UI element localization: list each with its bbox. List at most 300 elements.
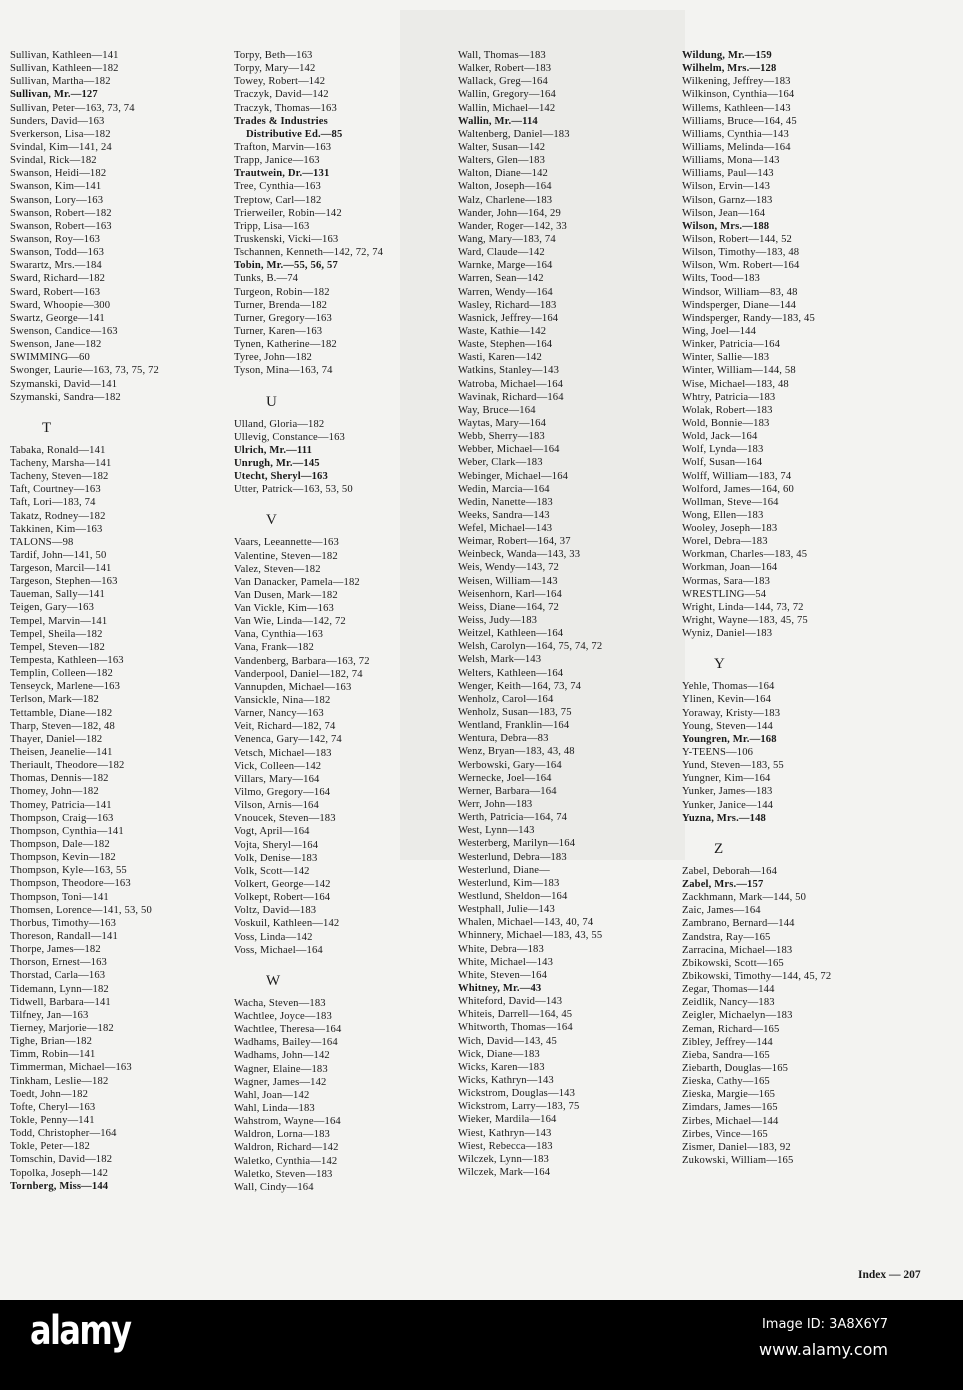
- index-entry: Zeigler, Michaelyn—183: [682, 1010, 793, 1022]
- index-entry: Van Danacker, Pamela—182: [234, 576, 360, 588]
- index-entry: Towey, Robert—142: [234, 76, 326, 88]
- index-entry: Werner, Barbara—164: [458, 785, 557, 797]
- index-entry: Svindal, Rick—182: [10, 155, 97, 167]
- index-entry: Worel, Debra—183: [682, 536, 768, 548]
- index-entry: Zirbes, Michael—144: [682, 1115, 779, 1127]
- index-entry: Wedin, Marcia—164: [458, 483, 550, 495]
- index-entry: Waldron, Richard—142: [234, 1142, 339, 1154]
- index-entry: Zieba, Sandra—165: [682, 1049, 770, 1061]
- index-entry: Targeson, Marcil—141: [10, 563, 112, 575]
- index-entry: Tinkham, Leslie—182: [10, 1075, 109, 1087]
- index-entry: Zambrano, Bernard—144: [682, 918, 795, 930]
- index-entry: Traczyk, David—142: [234, 89, 329, 101]
- index-entry: Wicks, Karen—183: [458, 1061, 545, 1073]
- index-entry: Voss, Michael—164: [234, 944, 323, 956]
- index-entry: White, Michael—143: [458, 956, 554, 968]
- index-entry: Tree, Cynthia—163: [234, 181, 321, 193]
- index-entry: Winter, William—144, 58: [682, 365, 796, 377]
- index-entry: Weber, Clark—183: [458, 457, 543, 469]
- index-entry: Sunders, David—163: [10, 115, 105, 127]
- index-entry: Vana, Frank—182: [234, 642, 314, 654]
- index-entry: Trafton, Marvin—163: [234, 141, 332, 153]
- index-entry: Treptow, Carl—182: [234, 194, 322, 206]
- index-entry: Weitzel, Kathleen—164: [458, 628, 564, 640]
- index-entry: Thompson, Kevin—182: [10, 852, 116, 864]
- index-entry: Wong, Ellen—183: [682, 509, 764, 521]
- index-entry: Watroba, Michael—164: [458, 378, 564, 390]
- image-id-label: Image ID: 3A8X6Y7: [761, 1317, 888, 1332]
- index-entry: Thompson, Dale—182: [10, 839, 110, 851]
- index-entry: Vetsch, Michael—183: [234, 747, 332, 759]
- index-entry: Vojta, Sheryl—164: [234, 839, 319, 851]
- index-entry: Weiss, Judy—183: [458, 615, 538, 627]
- index-entry: Wenger, Keith—164, 73, 74: [458, 680, 582, 692]
- index-entry: Vandenberg, Barbara—163, 72: [234, 655, 370, 667]
- letter-heading: V: [266, 512, 277, 529]
- index-entry: Wright, Wayne—183, 45, 75: [682, 615, 808, 627]
- index-entry: Wilson, Robert—144, 52: [682, 233, 792, 245]
- index-entry: Thomas, Dennis—182: [10, 773, 109, 785]
- index-entry: Wilson, Wm. Robert—164: [682, 260, 800, 272]
- index-entry: Wall, Thomas—183: [458, 50, 546, 61]
- index-entry: Takatz, Rodney—182: [10, 510, 106, 522]
- index-entry: Willems, Kathleen—143: [682, 102, 791, 114]
- index-entry: Yungner, Kim—164: [682, 773, 771, 785]
- index-entry: Unrugh, Mr.—145: [234, 457, 320, 469]
- index-entry: Tofte, Cheryl—163: [10, 1101, 96, 1113]
- index-entry: Tobin, Mr.—55, 56, 57: [234, 260, 338, 272]
- index-entry: Westerlund, Diane—: [458, 864, 550, 876]
- index-entry: Wolford, James—164, 60: [682, 483, 794, 495]
- index-entry: Whiteis, Darrell—164, 45: [458, 1009, 573, 1021]
- index-entry: Wick, Diane—183: [458, 1048, 540, 1060]
- index-entry: Sullivan, Kathleen—141: [10, 50, 119, 61]
- index-entry: Swenson, Jane—182: [10, 339, 102, 351]
- index-entry: Waytas, Mary—164: [458, 417, 547, 429]
- index-entry: Todd, Christopher—164: [10, 1128, 117, 1140]
- index-entry: Yund, Steven—183, 55: [682, 760, 784, 772]
- index-entry: Wall, Cindy—164: [234, 1181, 314, 1193]
- index-entry: Turner, Gregory—163: [234, 312, 332, 324]
- index-entry: Williams, Bruce—164, 45: [682, 115, 797, 127]
- index-entry: Windsor, William—83, 48: [682, 286, 798, 298]
- index-entry: Whalen, Michael—143, 40, 74: [458, 917, 594, 929]
- index-entry: Swanson, Robert—163: [10, 220, 112, 232]
- index-entry: Zeidlik, Nancy—183: [682, 997, 775, 1009]
- index-column-4: [682, 49, 904, 1167]
- index-entry: Taft, Lori—183, 74: [10, 497, 96, 509]
- index-entry: Zackhmann, Mark—144, 50: [682, 892, 807, 904]
- index-entry: Trierweiler, Robin—142: [234, 207, 342, 219]
- letter-heading: T: [42, 419, 52, 436]
- index-entry: Wasnick, Jeffrey—164: [458, 312, 559, 324]
- index-entry: Winker, Patricia—164: [682, 339, 781, 351]
- index-entry: Wahstrom, Wayne—164: [234, 1116, 341, 1128]
- index-entry: Zarracina, Michael—183: [682, 944, 793, 956]
- index-entry: Trapp, Janice—163: [234, 155, 320, 167]
- watermark-band: [0, 1300, 963, 1390]
- index-entry: Wefel, Michael—143: [458, 523, 553, 535]
- index-entry: Wenholz, Carol—164: [458, 693, 554, 705]
- index-entry: Szymanski, Sandra—182: [10, 391, 121, 403]
- index-entry: Thompson, Cynthia—141: [10, 825, 124, 837]
- index-entry: Wright, Linda—144, 73, 72: [682, 601, 804, 613]
- index-entry: Tyson, Mina—163, 74: [234, 365, 333, 377]
- index-entry: Tokle, Penny—141: [10, 1114, 95, 1126]
- index-entry: Veit, Richard—182, 74: [234, 721, 336, 733]
- index-entry: Wolf, Lynda—183: [682, 444, 764, 456]
- index-entry: Vannupden, Michael—163: [234, 681, 352, 693]
- index-entry: Workman, Joan—164: [682, 562, 778, 574]
- index-entry: Y-TEENS—106: [682, 747, 754, 759]
- index-entry: Topolka, Joseph—142: [10, 1167, 109, 1179]
- index-entry: Vnoucek, Steven—183: [234, 813, 336, 825]
- index-entry: SWIMMING—60: [10, 352, 90, 364]
- index-entry: Wilts, Tood—183: [682, 273, 760, 285]
- index-entry: Venenca, Gary—142, 74: [234, 734, 342, 746]
- index-entry: Thoreson, Randall—141: [10, 931, 118, 942]
- index-entry: WRESTLING—54: [682, 588, 767, 600]
- index-entry: Vick, Colleen—142: [234, 760, 322, 772]
- index-entry: Yoraway, Kristy—183: [682, 707, 781, 719]
- index-entry: TALONS—98: [10, 536, 74, 548]
- index-entry: Vana, Cynthia—163: [234, 629, 324, 641]
- index-entry: Van Wie, Linda—142, 72: [234, 616, 346, 628]
- index-entry: Wacha, Steven—183: [234, 997, 326, 1009]
- index-entry: Swarartz, Mrs.—184: [10, 260, 102, 272]
- index-entry: Swanson, Robert—182: [10, 207, 112, 219]
- site-url: www.alamy.com: [759, 1340, 888, 1359]
- index-entry: Zirbes, Vince—165: [682, 1128, 768, 1140]
- index-entry: Zabel, Mrs.—157: [682, 879, 764, 891]
- index-entry: Tierney, Marjorie—182: [10, 1022, 114, 1034]
- index-entry: Timmerman, Michael—163: [10, 1062, 132, 1074]
- index-entry: Zibley, Jeffrey—144: [682, 1036, 773, 1048]
- index-entry: Voskuil, Kathleen—142: [234, 918, 340, 930]
- index-entry: White, Debra—183: [458, 943, 544, 955]
- index-entry: Wadhams, John—142: [234, 1050, 330, 1062]
- index-entry: Yehle, Thomas—164: [682, 681, 775, 693]
- index-entry: Swenson, Candice—163: [10, 325, 118, 337]
- index-entry: Waste, Kathie—142: [458, 325, 547, 337]
- index-entry: Wasti, Karen—142: [458, 352, 542, 364]
- index-entry: Williams, Mona—143: [682, 155, 780, 167]
- index-entry: Vanderpool, Daniel—182, 74: [234, 668, 363, 680]
- index-entry: Volkept, Robert—164: [234, 892, 331, 904]
- index-entry: Weimar, Robert—164, 37: [458, 536, 571, 548]
- index-entry: Traczyk, Thomas—163: [234, 102, 337, 114]
- index-entry: Swanson, Lory—163: [10, 194, 104, 206]
- index-entry: Wenz, Bryan—183, 43, 48: [458, 746, 575, 758]
- index-entry: Wolf, Susan—164: [682, 457, 763, 469]
- index-entry: Wormas, Sara—183: [682, 575, 771, 587]
- index-entry: Wilczek, Lynn—183: [458, 1153, 549, 1165]
- index-entry: Thorpe, James—182: [10, 944, 101, 956]
- index-entry: Welsh, Carolyn—164, 75, 74, 72: [458, 641, 603, 653]
- index-entry: Ylinen, Kevin—164: [682, 694, 772, 706]
- index-entry: Theisen, Jeanelie—141: [10, 747, 113, 759]
- index-entry: Waletko, Steven—183: [234, 1168, 333, 1180]
- index-entry: Valez, Steven—182: [234, 563, 321, 575]
- index-entry: Thomsen, Lorence—141, 53, 50: [10, 904, 152, 916]
- index-entry: Williams, Melinda—164: [682, 141, 791, 153]
- index-entry: Yuzna, Mrs.—148: [682, 812, 766, 824]
- index-entry: Wadhams, Bailey—164: [234, 1037, 338, 1049]
- index-entry: Utecht, Sheryl—163: [234, 471, 328, 483]
- index-entry: Tempel, Marvin—141: [10, 615, 108, 627]
- index-entry: Wenholz, Susan—183, 75: [458, 707, 572, 719]
- index-entry: Werr, John—183: [458, 799, 533, 811]
- index-entry: Ward, Claude—142: [458, 247, 545, 259]
- index-entry: Wallin, Gregory—164: [458, 89, 556, 101]
- index-entry: Wander, Roger—142, 33: [458, 220, 567, 232]
- index-entry: Watkins, Stanley—143: [458, 365, 560, 377]
- index-entry: Taft, Courtney—163: [10, 484, 101, 496]
- index-entry: Whiteford, David—143: [458, 996, 563, 1008]
- index-entry: Ziebarth, Douglas—165: [682, 1062, 789, 1074]
- index-entry: Tokle, Peter—182: [10, 1141, 90, 1153]
- index-entry: West, Lynn—143: [458, 825, 535, 837]
- index-entry: Zabel, Deborah—164: [682, 865, 778, 877]
- index-entry: Swanson, Heidi—182: [10, 168, 107, 180]
- index-entry: Sverkerson, Lisa—182: [10, 128, 111, 140]
- index-entry: Wagner, James—142: [234, 1076, 327, 1088]
- index-entry: Ulrich, Mr.—111: [234, 444, 313, 456]
- index-entry: Wold, Jack—164: [682, 431, 758, 443]
- index-entry: Whitney, Mr.—43: [458, 982, 542, 994]
- index-entry: Wing, Joel—144: [682, 325, 757, 337]
- index-entry: Wavinak, Richard—164: [458, 391, 564, 403]
- index-entry: Ulland, Gloria—182: [234, 418, 325, 430]
- letter-heading: U: [266, 393, 277, 410]
- letter-heading: Z: [714, 840, 724, 857]
- index-entry: Vaars, Leeannette—163: [234, 537, 339, 549]
- index-entry: Tenseyck, Marlene—163: [10, 681, 121, 693]
- index-entry: Vogt, April—164: [234, 826, 310, 838]
- index-entry: Sullivan, Martha—182: [10, 76, 111, 88]
- index-entry: Zismer, Daniel—183, 92: [682, 1141, 791, 1153]
- index-entry: Distributive Ed.—85: [246, 128, 343, 140]
- index-entry: Thayer, Daniel—182: [10, 733, 103, 745]
- index-entry: Werbowski, Gary—164: [458, 759, 562, 771]
- index-entry: Tettamble, Diane—182: [10, 707, 113, 719]
- index-entry: Zukowski, William—165: [682, 1154, 794, 1166]
- index-entry: Wander, John—164, 29: [458, 207, 561, 219]
- index-entry: Theriault, Theodore—182: [10, 760, 125, 772]
- index-entry: Van Vickle, Kim—163: [234, 603, 334, 615]
- index-entry: Thompson, Kyle—163, 55: [10, 865, 127, 877]
- index-entry: Tempel, Steven—182: [10, 641, 105, 653]
- index-entry: Wentura, Debra—83: [458, 733, 549, 745]
- index-entry: Tempesta, Kathleen—163: [10, 655, 124, 667]
- index-entry: Welsh, Mark—143: [458, 654, 542, 666]
- index-entry: Walz, Charlene—183: [458, 194, 553, 206]
- index-entry: Templin, Colleen—182: [10, 668, 113, 680]
- index-entry: Zandstra, Ray—165: [682, 931, 771, 943]
- index-entry: Wickstrom, Douglas—143: [458, 1088, 576, 1100]
- index-entry: White, Steven—164: [458, 969, 548, 981]
- index-entry: Westlund, Sheldon—164: [458, 891, 568, 902]
- index-entry: Warren, Wendy—164: [458, 286, 553, 298]
- index-entry: Tighe, Brian—182: [10, 1036, 93, 1048]
- index-entry: Waste, Stephen—164: [458, 339, 553, 351]
- index-entry: Welters, Kathleen—164: [458, 667, 564, 679]
- index-entry: Webb, Sherry—183: [458, 431, 545, 443]
- index-entry: Tabaka, Ronald—141: [10, 444, 106, 456]
- index-entry: Takkinen, Kim—163: [10, 523, 103, 535]
- index-entry: Tacheny, Marsha—141: [10, 457, 112, 469]
- index-entry: Zimdars, James—165: [682, 1102, 778, 1114]
- index-entry: Wickstrom, Larry—183, 75: [458, 1101, 580, 1113]
- index-entry: Wilhelm, Mrs.—128: [682, 63, 777, 75]
- index-entry: Sullivan, Kathleen—182: [10, 63, 119, 75]
- index-entry: Windsperger, Randy—183, 45: [682, 312, 815, 324]
- index-entry: Wollman, Steve—164: [682, 496, 779, 508]
- index-entry: Zeman, Richard—165: [682, 1023, 780, 1035]
- index-column-1: [10, 49, 232, 1193]
- index-entry: Truskenski, Vicki—163: [234, 233, 339, 245]
- index-entry: Wagner, Elaine—183: [234, 1063, 328, 1075]
- index-entry: Whinnery, Michael—183, 43, 55: [458, 930, 603, 942]
- index-entry: Varner, Nancy—163: [234, 708, 324, 720]
- index-entry: Wilkening, Jeffrey—183: [682, 76, 791, 88]
- index-entry: Tacheny, Steven—182: [10, 471, 109, 483]
- index-entry: Yunker, James—183: [682, 786, 773, 798]
- index-entry: Wallack, Greg—164: [458, 76, 548, 88]
- index-entry: Sullivan, Peter—163, 73, 74: [10, 102, 135, 114]
- page-folio: Index — 207: [858, 1269, 921, 1281]
- index-entry: Wilson, Ervin—143: [682, 181, 771, 193]
- index-entry: Wallin, Michael—142: [458, 102, 556, 114]
- index-entry: Zbikowski, Timothy—144, 45, 72: [682, 971, 832, 982]
- index-entry: Westerberg, Marilyn—164: [458, 838, 576, 850]
- index-entry: Thorstad, Carla—163: [10, 970, 106, 982]
- index-entry: Waletko, Cynthia—142: [234, 1155, 338, 1167]
- index-entry: Webber, Michael—164: [458, 444, 560, 456]
- index-entry: Warren, Sean—142: [458, 273, 544, 285]
- index-entry: Swonger, Laurie—163, 73, 75, 72: [10, 365, 159, 377]
- index-entry: Tempel, Sheila—182: [10, 628, 103, 640]
- index-entry: Wahl, Joan—142: [234, 1089, 310, 1101]
- index-entry: Tornberg, Miss—144: [10, 1180, 109, 1192]
- index-entry: Young, Steven—144: [682, 720, 773, 732]
- index-entry: Thomey, John—182: [10, 786, 99, 798]
- index-entry: Targeson, Stephen—163: [10, 576, 118, 588]
- index-entry: Walker, Robert—183: [458, 63, 552, 75]
- index-entry: Walton, Diane—142: [458, 168, 548, 180]
- index-entry: Trautwein, Dr.—131: [234, 168, 330, 180]
- index-entry: Turner, Karen—163: [234, 325, 323, 337]
- index-entry: Vilson, Arnis—164: [234, 800, 319, 812]
- index-entry: Waldron, Lorna—183: [234, 1129, 330, 1141]
- index-entry: Tomschin, David—182: [10, 1154, 113, 1166]
- index-entry: Wang, Mary—183, 74: [458, 233, 556, 245]
- index-entry: Volk, Scott—142: [234, 865, 310, 877]
- index-entry: Teigen, Gary—163: [10, 602, 95, 614]
- index-entry: Torpy, Mary—142: [234, 63, 316, 75]
- index-entry: Weisen, William—143: [458, 575, 558, 587]
- index-entry: Swanson, Todd—163: [10, 247, 105, 259]
- index-entry: Walters, Glen—183: [458, 155, 546, 167]
- index-entry: Tidwell, Barbara—141: [10, 996, 111, 1008]
- index-entry: Weinbeck, Wanda—143, 33: [458, 549, 581, 561]
- index-entry: Van Dusen, Mark—182: [234, 589, 338, 601]
- index-entry: Wilson, Mrs.—188: [682, 220, 770, 232]
- index-entry: Swanson, Kim—141: [10, 181, 102, 193]
- index-entry: Westerlund, Debra—183: [458, 851, 567, 863]
- index-entry: Swanson, Roy—163: [10, 233, 101, 245]
- index-entry: Thompson, Toni—141: [10, 891, 109, 903]
- index-column-2: [234, 49, 456, 1194]
- index-entry: Waltenberg, Daniel—183: [458, 128, 570, 140]
- index-entry: Utter, Patrick—163, 53, 50: [234, 484, 353, 496]
- index-entry: Workman, Charles—183, 45: [682, 549, 808, 561]
- index-entry: Trades & Industries: [234, 115, 328, 127]
- index-entry: Wachtlee, Joyce—183: [234, 1011, 332, 1022]
- index-entry: Wachtlee, Theresa—164: [234, 1024, 342, 1036]
- index-entry: Youngren, Mr.—168: [682, 733, 777, 745]
- index-column-3: [458, 49, 680, 1179]
- index-entry: Williams, Cynthia—143: [682, 128, 789, 140]
- index-entry: Wooley, Joseph—183: [682, 523, 778, 535]
- index-entry: Ullevig, Constance—163: [234, 431, 345, 443]
- index-entry: Voss, Linda—142: [234, 931, 313, 943]
- index-entry: Thorson, Ernest—163: [10, 957, 108, 969]
- index-entry: Webinger, Michael—164: [458, 470, 569, 482]
- index-entry: Vilmo, Gregory—164: [234, 787, 331, 799]
- index-entry: Wallin, Mr.—114: [458, 115, 538, 127]
- index-entry: Whitworth, Thomas—164: [458, 1022, 573, 1034]
- index-entry: Weeks, Sandra—143: [458, 509, 550, 521]
- index-entry: Zaic, James—164: [682, 905, 761, 917]
- index-entry: Villars, Mary—164: [234, 773, 320, 785]
- index-entry: Wyniz, Daniel—183: [682, 628, 773, 640]
- index-entry: Westerlund, Kim—183: [458, 877, 560, 889]
- index-entry: Yunker, Janice—144: [682, 799, 774, 811]
- index-entry: Sullivan, Mr.—127: [10, 89, 98, 101]
- index-entry: Wasley, Richard—183: [458, 299, 557, 311]
- index-entry: Wolak, Robert—183: [682, 404, 773, 416]
- letter-heading: W: [266, 972, 281, 989]
- index-entry: Wentland, Franklin—164: [458, 720, 570, 732]
- index-entry: Voltz, David—183: [234, 905, 317, 917]
- index-entry: Svindal, Kim—141, 24: [10, 141, 112, 153]
- index-entry: Tidemann, Lynn—182: [10, 983, 109, 995]
- index-entry: Wich, David—143, 45: [458, 1035, 557, 1047]
- index-entry: Tyree, John—182: [234, 352, 313, 364]
- index-entry: Wilczek, Mark—164: [458, 1166, 551, 1178]
- letter-heading: Y: [714, 656, 725, 673]
- index-entry: Weiss, Diane—164, 72: [458, 601, 560, 613]
- index-entry: Warnke, Marge—164: [458, 260, 553, 272]
- index-entry: Tilfney, Jan—163: [10, 1009, 89, 1021]
- index-entry: Westphall, Julie—143: [458, 904, 555, 916]
- index-entry: Wise, Michael—183, 48: [682, 378, 789, 390]
- index-entry: Thomey, Patricia—141: [10, 799, 112, 811]
- index-entry: Wieker, Mardila—164: [458, 1114, 557, 1126]
- index-entry: Sward, Whoopie—300: [10, 299, 111, 311]
- index-entry: Windsperger, Diane—144: [682, 299, 797, 311]
- index-entry: Volk, Denise—183: [234, 852, 318, 864]
- index-entry: Torpy, Beth—163: [234, 50, 313, 61]
- index-entry: Valentine, Steven—182: [234, 550, 338, 562]
- index-entry: Wilson, Timothy—183, 48: [682, 247, 800, 259]
- index-entry: Zbikowski, Scott—165: [682, 957, 784, 969]
- alamy-logo: alamy: [30, 1308, 131, 1354]
- index-entry: Zieska, Cathy—165: [682, 1076, 770, 1088]
- index-entry: Winter, Sallie—183: [682, 352, 770, 364]
- index-entry: Wilkinson, Cynthia—164: [682, 89, 795, 101]
